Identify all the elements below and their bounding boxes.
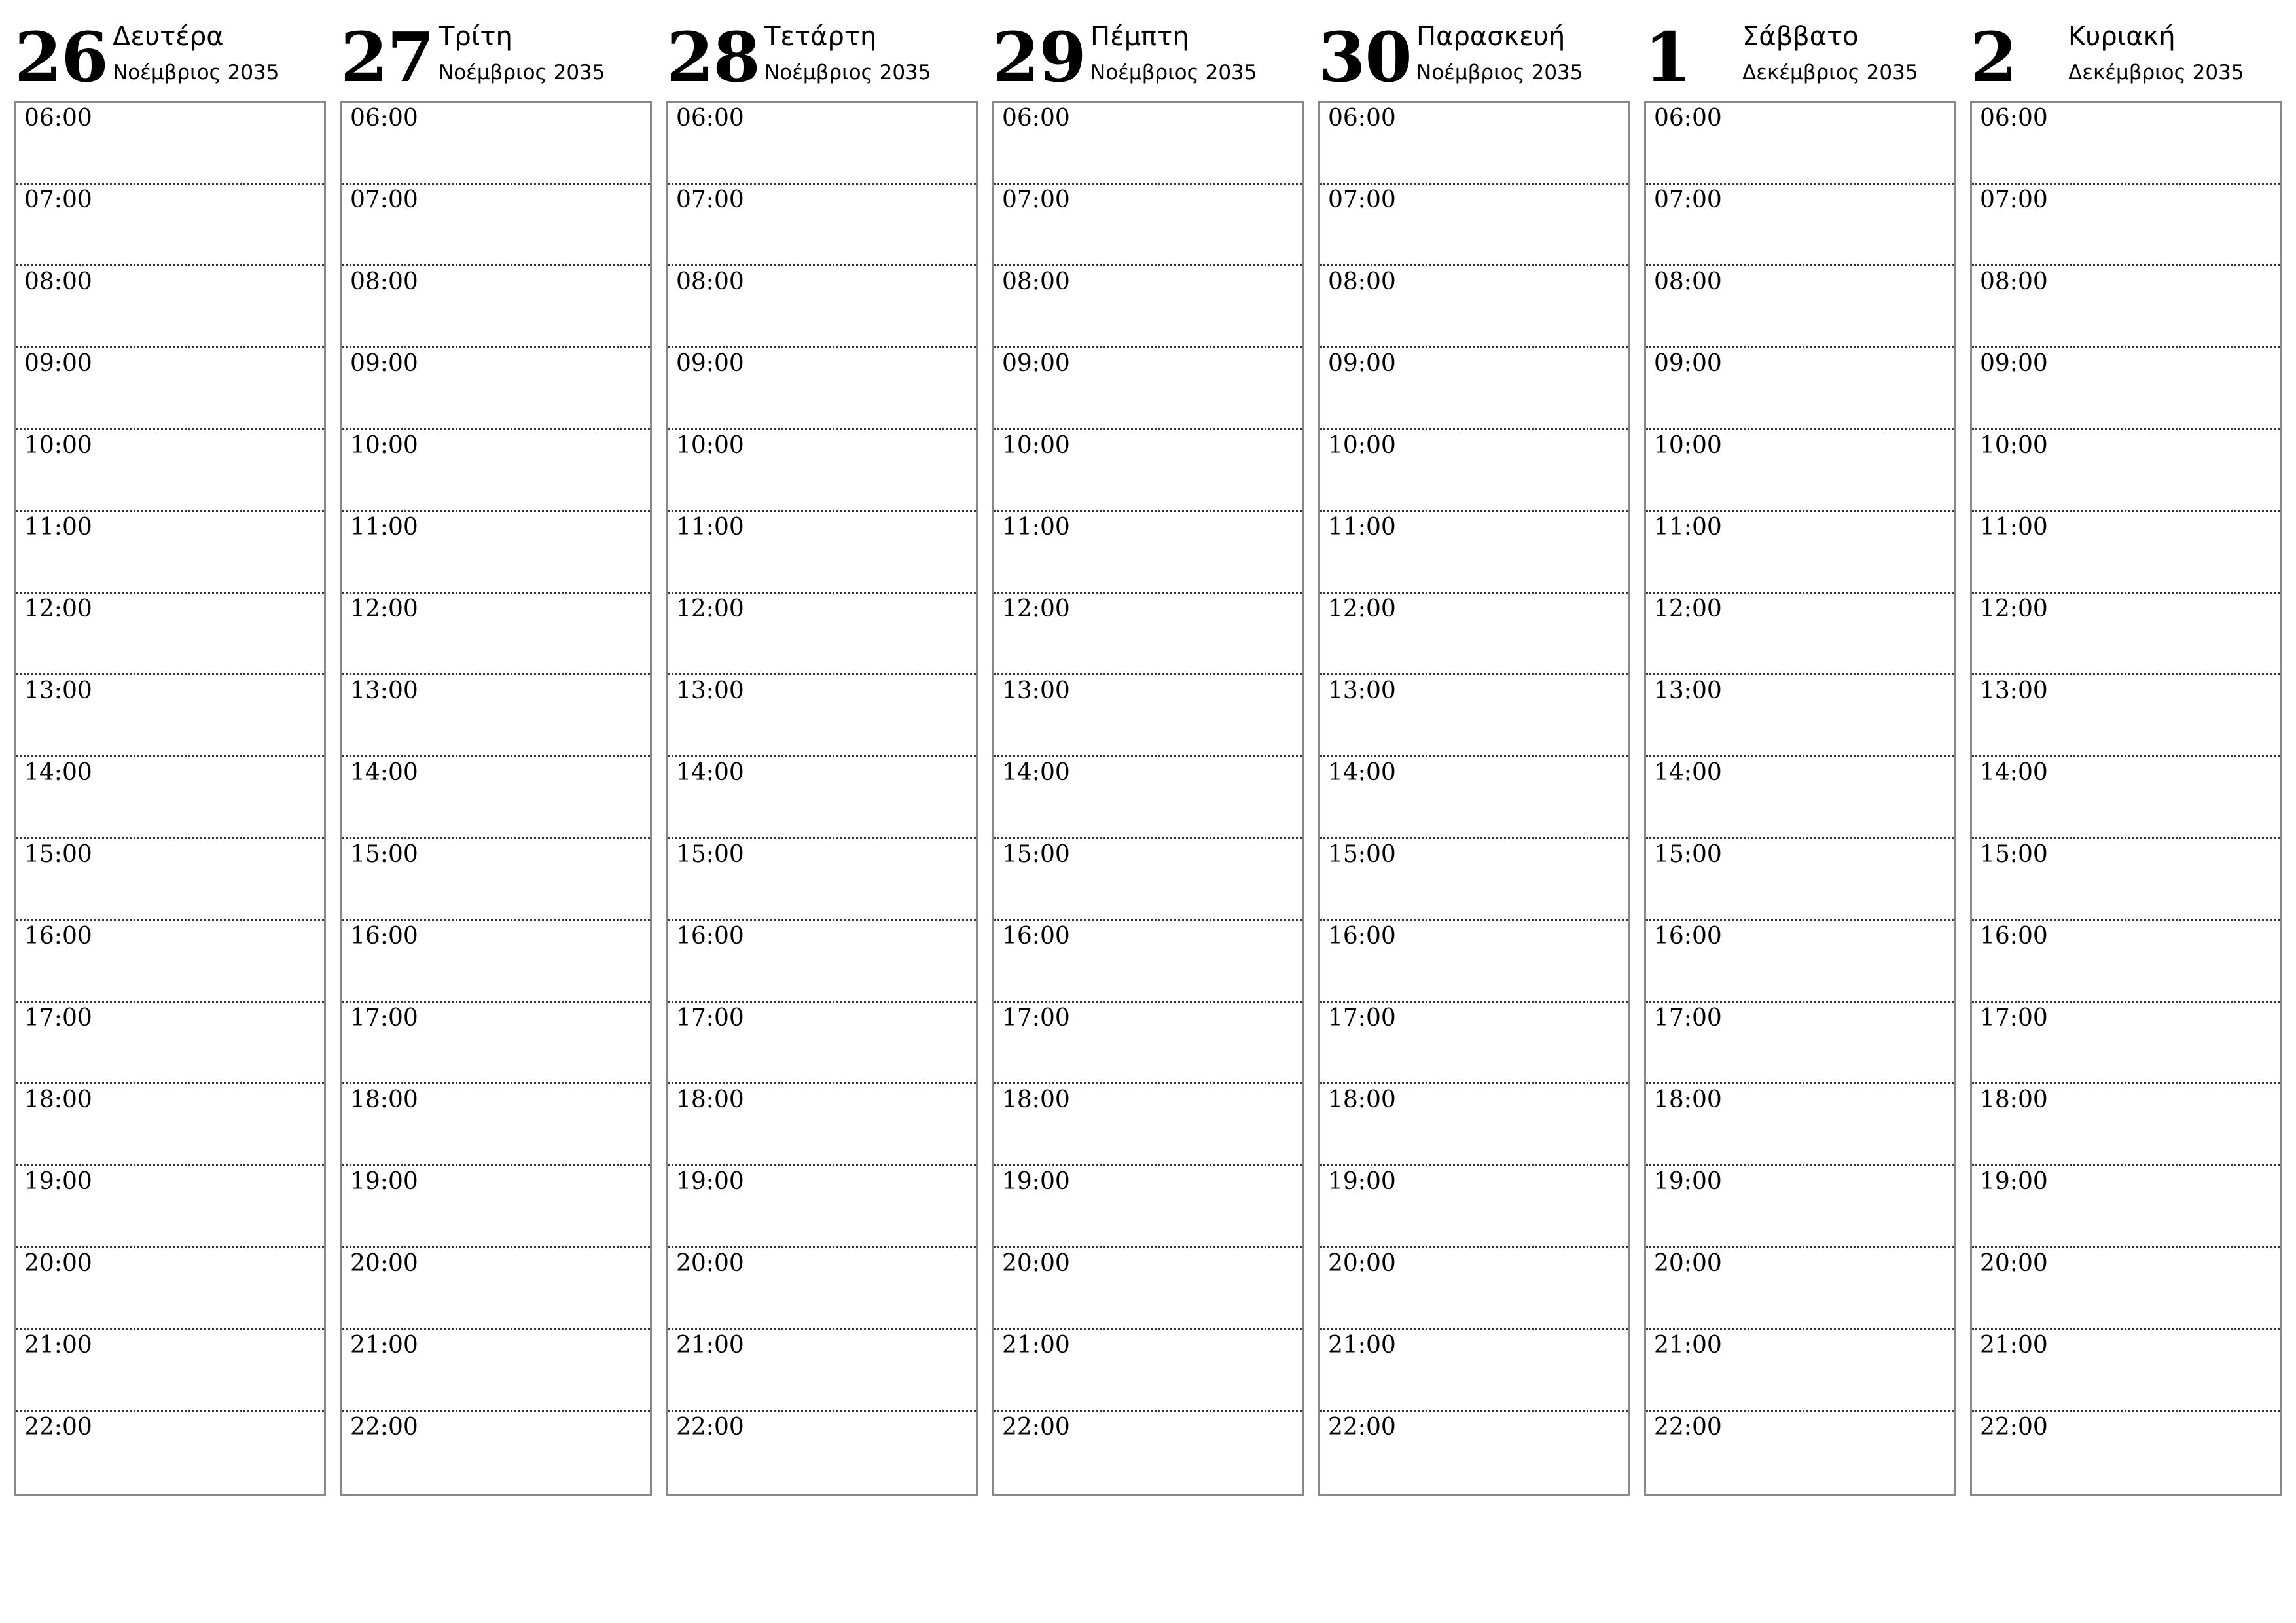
time-slot[interactable] <box>342 512 650 594</box>
time-label: 18:00 <box>1328 1086 1396 1113</box>
time-slot[interactable] <box>668 512 976 594</box>
time-slot[interactable] <box>16 839 324 921</box>
time-label: 20:00 <box>676 1250 744 1277</box>
time-label: 22:00 <box>350 1414 418 1440</box>
time-label: 22:00 <box>24 1414 92 1440</box>
day-meta <box>1742 24 1918 83</box>
time-slot[interactable] <box>1646 512 1954 594</box>
time-label: 17:00 <box>1002 1005 1070 1031</box>
time-label: 08:00 <box>1328 268 1396 295</box>
time-slot[interactable] <box>994 1412 1302 1494</box>
time-slot[interactable] <box>994 839 1302 921</box>
time-slot[interactable] <box>668 430 976 512</box>
time-slot[interactable] <box>1320 430 1628 512</box>
time-label: 21:00 <box>24 1332 92 1359</box>
time-slot[interactable] <box>342 839 650 921</box>
time-slot[interactable] <box>16 594 324 675</box>
time-label: 10:00 <box>1654 432 1722 459</box>
time-label: 15:00 <box>1328 841 1396 868</box>
day-header <box>666 18 978 101</box>
time-label: 11:00 <box>1002 514 1070 541</box>
time-label: 08:00 <box>1980 268 2048 295</box>
time-slot[interactable] <box>1320 1166 1628 1248</box>
day-column <box>1318 18 1630 1497</box>
time-label: 17:00 <box>24 1005 92 1031</box>
time-label: 07:00 <box>350 187 418 213</box>
time-label: 18:00 <box>1980 1086 2048 1113</box>
time-label: 15:00 <box>1980 841 2048 868</box>
time-label: 22:00 <box>1328 1414 1396 1440</box>
time-slot[interactable] <box>994 185 1302 266</box>
time-slot[interactable] <box>994 1330 1302 1412</box>
time-slot[interactable] <box>1972 512 2280 594</box>
time-slot[interactable] <box>1972 348 2280 430</box>
time-label: 16:00 <box>1328 923 1396 950</box>
time-label: 15:00 <box>676 841 744 868</box>
time-label: 17:00 <box>676 1005 744 1031</box>
time-slot[interactable] <box>1646 594 1954 675</box>
time-slots <box>340 101 652 1496</box>
time-label: 13:00 <box>1002 677 1070 704</box>
time-slot[interactable] <box>668 1330 976 1412</box>
time-slot[interactable] <box>342 1412 650 1494</box>
time-label: 20:00 <box>1002 1250 1070 1277</box>
time-slot[interactable] <box>342 348 650 430</box>
time-slot[interactable] <box>1320 839 1628 921</box>
time-slot[interactable] <box>16 1248 324 1330</box>
time-slot[interactable] <box>16 512 324 594</box>
weekday-name: Κυριακή <box>2068 22 2176 52</box>
day-header <box>1644 18 1956 101</box>
time-label: 12:00 <box>1654 596 1722 622</box>
time-slot[interactable] <box>16 1412 324 1494</box>
time-label: 11:00 <box>676 514 744 541</box>
time-label: 13:00 <box>1980 677 2048 704</box>
time-label: 07:00 <box>24 187 92 213</box>
time-label: 09:00 <box>24 350 92 377</box>
time-slot[interactable] <box>668 594 976 675</box>
time-label: 16:00 <box>1980 923 2048 950</box>
time-slot[interactable] <box>994 512 1302 594</box>
day-header <box>1970 18 2282 101</box>
time-label: 19:00 <box>1002 1168 1070 1195</box>
time-label: 07:00 <box>1002 187 1070 213</box>
time-slot[interactable] <box>994 1003 1302 1084</box>
time-label: 21:00 <box>350 1332 418 1359</box>
day-meta <box>113 24 279 83</box>
day-meta <box>1416 24 1583 83</box>
day-column <box>992 18 1304 1497</box>
time-label: 06:00 <box>676 105 744 132</box>
time-label: 13:00 <box>24 677 92 704</box>
time-label: 20:00 <box>350 1250 418 1277</box>
time-label: 14:00 <box>1654 759 1722 786</box>
time-slot[interactable] <box>1972 1084 2280 1166</box>
day-column <box>666 18 978 1497</box>
time-slot[interactable] <box>668 1166 976 1248</box>
day-number: 29 <box>992 17 1086 98</box>
time-slot[interactable] <box>16 675 324 757</box>
time-label: 17:00 <box>1654 1005 1722 1031</box>
time-slot[interactable] <box>1972 1003 2280 1084</box>
time-slot[interactable] <box>994 1248 1302 1330</box>
time-label: 16:00 <box>1654 923 1722 950</box>
time-slot[interactable] <box>1646 1003 1954 1084</box>
time-label: 13:00 <box>1328 677 1396 704</box>
time-slot[interactable] <box>16 185 324 266</box>
time-slot[interactable] <box>994 348 1302 430</box>
time-label: 09:00 <box>1654 350 1722 377</box>
time-slots <box>1970 101 2282 1496</box>
month-year: Νοέμβριος 2035 <box>1416 61 1583 84</box>
time-slot[interactable] <box>16 1084 324 1166</box>
time-label: 21:00 <box>1328 1332 1396 1359</box>
weekday-name: Δευτέρα <box>113 22 224 52</box>
time-slot[interactable] <box>1320 757 1628 839</box>
time-slot[interactable] <box>994 675 1302 757</box>
day-number: 2 <box>1970 17 2017 98</box>
time-slot[interactable] <box>1646 1412 1954 1494</box>
time-label: 12:00 <box>350 596 418 622</box>
time-slot[interactable] <box>1320 103 1628 185</box>
time-label: 06:00 <box>1328 105 1396 132</box>
month-year: Νοέμβριος 2035 <box>113 61 279 84</box>
time-slot[interactable] <box>16 921 324 1003</box>
time-label: 09:00 <box>1980 350 2048 377</box>
time-label: 22:00 <box>1002 1414 1070 1440</box>
time-slot[interactable] <box>1972 103 2280 185</box>
time-label: 21:00 <box>1980 1332 2048 1359</box>
time-slot[interactable] <box>994 266 1302 348</box>
time-label: 12:00 <box>1980 596 2048 622</box>
time-label: 08:00 <box>676 268 744 295</box>
time-label: 14:00 <box>676 759 744 786</box>
time-slot[interactable] <box>342 921 650 1003</box>
day-number: 30 <box>1318 17 1412 98</box>
time-label: 09:00 <box>350 350 418 377</box>
time-slot[interactable] <box>1320 1084 1628 1166</box>
time-slot[interactable] <box>994 757 1302 839</box>
time-label: 13:00 <box>676 677 744 704</box>
day-number: 28 <box>666 17 760 98</box>
time-slot[interactable] <box>16 1003 324 1084</box>
time-slot[interactable] <box>668 839 976 921</box>
month-year: Δεκέμβριος 2035 <box>1742 61 1918 84</box>
time-slot[interactable] <box>1646 675 1954 757</box>
time-label: 08:00 <box>1654 268 1722 295</box>
time-label: 21:00 <box>1654 1332 1722 1359</box>
time-slot[interactable] <box>1972 1330 2280 1412</box>
time-slot[interactable] <box>668 1003 976 1084</box>
time-label: 22:00 <box>1980 1414 2048 1440</box>
time-slot[interactable] <box>1646 1330 1954 1412</box>
time-slot[interactable] <box>1646 1084 1954 1166</box>
time-slot[interactable] <box>1972 839 2280 921</box>
day-header <box>992 18 1304 101</box>
day-header <box>1318 18 1630 101</box>
time-slot[interactable] <box>668 675 976 757</box>
time-label: 15:00 <box>350 841 418 868</box>
time-label: 16:00 <box>24 923 92 950</box>
time-label: 16:00 <box>1002 923 1070 950</box>
time-slots <box>1644 101 1956 1496</box>
time-slot[interactable] <box>342 1248 650 1330</box>
time-label: 19:00 <box>1980 1168 2048 1195</box>
time-label: 18:00 <box>1002 1086 1070 1113</box>
day-column <box>14 18 326 1497</box>
time-slot[interactable] <box>1646 430 1954 512</box>
time-label: 18:00 <box>1654 1086 1722 1113</box>
time-label: 06:00 <box>1654 105 1722 132</box>
time-label: 07:00 <box>1980 187 2048 213</box>
time-label: 10:00 <box>1980 432 2048 459</box>
time-slot[interactable] <box>16 430 324 512</box>
time-slot[interactable] <box>1320 1412 1628 1494</box>
time-slots <box>14 101 326 1496</box>
time-label: 16:00 <box>350 923 418 950</box>
time-slot[interactable] <box>668 1084 976 1166</box>
time-slot[interactable] <box>1320 675 1628 757</box>
time-slots <box>1318 101 1630 1496</box>
time-slot[interactable] <box>16 103 324 185</box>
time-slot[interactable] <box>1646 757 1954 839</box>
month-year: Νοέμβριος 2035 <box>439 61 605 84</box>
time-slot[interactable] <box>1320 348 1628 430</box>
time-slot[interactable] <box>342 185 650 266</box>
weekday-name: Πέμπτη <box>1090 22 1189 52</box>
time-label: 18:00 <box>350 1086 418 1113</box>
weekday-name: Σάββατο <box>1742 22 1859 52</box>
time-slot[interactable] <box>668 348 976 430</box>
time-label: 09:00 <box>1328 350 1396 377</box>
time-slot[interactable] <box>994 921 1302 1003</box>
time-label: 20:00 <box>1980 1250 2048 1277</box>
time-label: 20:00 <box>24 1250 92 1277</box>
time-slot[interactable] <box>1646 103 1954 185</box>
time-label: 11:00 <box>1980 514 2048 541</box>
time-slot[interactable] <box>1320 1248 1628 1330</box>
time-slot[interactable] <box>342 1003 650 1084</box>
time-label: 20:00 <box>1328 1250 1396 1277</box>
time-label: 21:00 <box>1002 1332 1070 1359</box>
time-slot[interactable] <box>1972 185 2280 266</box>
time-slot[interactable] <box>1320 185 1628 266</box>
time-slot[interactable] <box>16 348 324 430</box>
time-label: 09:00 <box>1002 350 1070 377</box>
time-slot[interactable] <box>668 266 976 348</box>
time-label: 10:00 <box>24 432 92 459</box>
time-slot[interactable] <box>994 430 1302 512</box>
time-slot[interactable] <box>1646 921 1954 1003</box>
time-slot[interactable] <box>1320 921 1628 1003</box>
time-slot[interactable] <box>342 430 650 512</box>
time-label: 19:00 <box>1328 1168 1396 1195</box>
time-slot[interactable] <box>1972 1166 2280 1248</box>
time-label: 12:00 <box>24 596 92 622</box>
time-label: 07:00 <box>676 187 744 213</box>
time-label: 19:00 <box>24 1168 92 1195</box>
time-slot[interactable] <box>1972 1248 2280 1330</box>
time-slot[interactable] <box>1972 921 2280 1003</box>
time-slot[interactable] <box>1972 757 2280 839</box>
time-label: 13:00 <box>1654 677 1722 704</box>
time-label: 09:00 <box>676 350 744 377</box>
time-label: 18:00 <box>676 1086 744 1113</box>
time-label: 22:00 <box>1654 1414 1722 1440</box>
day-number: 27 <box>340 17 434 98</box>
time-slot[interactable] <box>668 185 976 266</box>
day-number: 26 <box>14 17 108 98</box>
time-slot[interactable] <box>342 675 650 757</box>
time-label: 18:00 <box>24 1086 92 1113</box>
time-label: 11:00 <box>24 514 92 541</box>
time-label: 06:00 <box>1980 105 2048 132</box>
time-label: 21:00 <box>676 1332 744 1359</box>
time-label: 14:00 <box>1328 759 1396 786</box>
time-slot[interactable] <box>668 757 976 839</box>
time-label: 14:00 <box>1002 759 1070 786</box>
time-slot[interactable] <box>16 1330 324 1412</box>
time-slot[interactable] <box>1972 430 2280 512</box>
time-label: 11:00 <box>1654 514 1722 541</box>
day-number: 1 <box>1644 17 1691 98</box>
time-label: 10:00 <box>676 432 744 459</box>
time-slot[interactable] <box>342 103 650 185</box>
day-column <box>1644 18 1956 1497</box>
time-label: 07:00 <box>1328 187 1396 213</box>
time-slot[interactable] <box>1320 512 1628 594</box>
time-slot[interactable] <box>994 1166 1302 1248</box>
time-label: 22:00 <box>676 1414 744 1440</box>
time-label: 10:00 <box>350 432 418 459</box>
day-meta <box>2068 24 2244 83</box>
time-label: 19:00 <box>350 1168 418 1195</box>
time-label: 17:00 <box>1328 1005 1396 1031</box>
time-label: 19:00 <box>1654 1168 1722 1195</box>
weekday-name: Τρίτη <box>439 22 512 52</box>
time-slot[interactable] <box>1972 266 2280 348</box>
time-label: 13:00 <box>350 677 418 704</box>
time-slot[interactable] <box>668 103 976 185</box>
time-slot[interactable] <box>1320 1330 1628 1412</box>
time-slot[interactable] <box>994 1084 1302 1166</box>
time-label: 10:00 <box>1328 432 1396 459</box>
time-label: 11:00 <box>350 514 418 541</box>
time-label: 08:00 <box>1002 268 1070 295</box>
time-slot[interactable] <box>1972 1412 2280 1494</box>
time-label: 11:00 <box>1328 514 1396 541</box>
time-slot[interactable] <box>1972 675 2280 757</box>
time-slot[interactable] <box>16 266 324 348</box>
weekday-name: Παρασκευή <box>1416 22 1566 52</box>
time-label: 06:00 <box>24 105 92 132</box>
time-slot[interactable] <box>1320 594 1628 675</box>
time-slot[interactable] <box>1646 185 1954 266</box>
day-column <box>340 18 652 1497</box>
time-slot[interactable] <box>342 757 650 839</box>
time-slot[interactable] <box>1646 348 1954 430</box>
time-label: 07:00 <box>1654 187 1722 213</box>
month-year: Νοέμβριος 2035 <box>764 61 931 84</box>
time-label: 06:00 <box>350 105 418 132</box>
time-slot[interactable] <box>1646 1166 1954 1248</box>
time-slot[interactable] <box>342 1084 650 1166</box>
day-header <box>14 18 326 101</box>
month-year: Δεκέμβριος 2035 <box>2068 61 2244 84</box>
time-slot[interactable] <box>1320 1003 1628 1084</box>
month-year: Νοέμβριος 2035 <box>1090 61 1257 84</box>
time-slot[interactable] <box>1320 266 1628 348</box>
day-meta <box>1090 24 1257 83</box>
time-slot[interactable] <box>342 594 650 675</box>
day-header <box>340 18 652 101</box>
time-slot[interactable] <box>994 103 1302 185</box>
time-slot[interactable] <box>342 1166 650 1248</box>
weekday-name: Τετάρτη <box>764 22 877 52</box>
time-label: 17:00 <box>350 1005 418 1031</box>
day-column <box>1970 18 2282 1497</box>
time-label: 19:00 <box>676 1168 744 1195</box>
day-meta <box>764 24 931 83</box>
time-label: 17:00 <box>1980 1005 2048 1031</box>
day-meta <box>439 24 605 83</box>
time-slots <box>666 101 978 1496</box>
time-label: 12:00 <box>1002 596 1070 622</box>
time-label: 14:00 <box>350 759 418 786</box>
time-slot[interactable] <box>1646 266 1954 348</box>
time-slot[interactable] <box>1972 594 2280 675</box>
time-label: 08:00 <box>350 268 418 295</box>
time-label: 06:00 <box>1002 105 1070 132</box>
time-label: 15:00 <box>1002 841 1070 868</box>
time-label: 20:00 <box>1654 1250 1722 1277</box>
time-slot[interactable] <box>668 1412 976 1494</box>
time-label: 14:00 <box>24 759 92 786</box>
time-slot[interactable] <box>1646 839 1954 921</box>
time-slot[interactable] <box>16 757 324 839</box>
time-label: 14:00 <box>1980 759 2048 786</box>
time-slot[interactable] <box>342 266 650 348</box>
time-slot[interactable] <box>994 594 1302 675</box>
time-label: 12:00 <box>1328 596 1396 622</box>
weekly-planner <box>14 18 2292 1497</box>
time-label: 12:00 <box>676 596 744 622</box>
time-slot[interactable] <box>1646 1248 1954 1330</box>
time-slot[interactable] <box>668 921 976 1003</box>
time-slots <box>992 101 1304 1496</box>
time-label: 10:00 <box>1002 432 1070 459</box>
time-slot[interactable] <box>16 1166 324 1248</box>
time-slot[interactable] <box>342 1330 650 1412</box>
time-label: 16:00 <box>676 923 744 950</box>
time-slot[interactable] <box>668 1248 976 1330</box>
time-label: 08:00 <box>24 268 92 295</box>
time-label: 15:00 <box>1654 841 1722 868</box>
time-label: 15:00 <box>24 841 92 868</box>
